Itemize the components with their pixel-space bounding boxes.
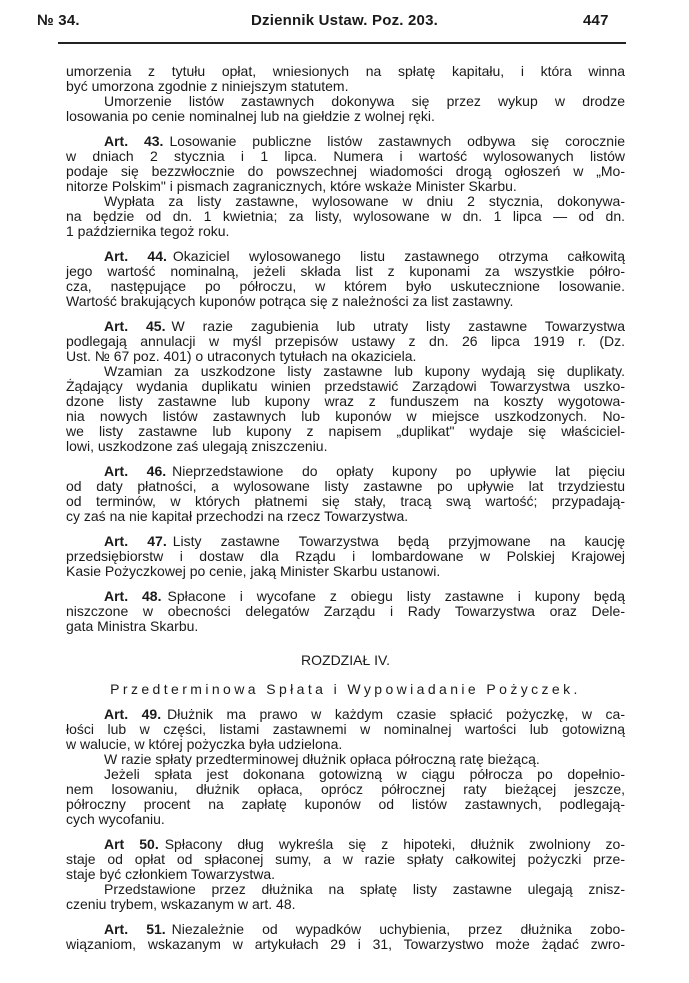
paragraph [66,94,625,124]
line-text: łości lub w części, listami zastawnemi w nominalnej wartości lub gotowizną [66,721,625,737]
article-paragraph [66,837,625,882]
line-text: cy zaś na nie kapitał przechodzi na rzecz Towarzystwa. [66,508,409,524]
text-line [66,264,625,279]
line-text: być umorzona zgodnie z niniejszym statutem. [66,78,349,94]
text-line [66,294,625,309]
line-text: podlegają annulacji w myśl przepisów ustawy z dn. 26 lipca 1919 r. (Dz. [66,333,625,349]
text-line [66,534,625,549]
line-text: dzone listy zastawne lub kupony wraz z funduszem na koszty wygotowa- [66,393,625,409]
line-text: W razie zagubienia lub utraty listy zastawne Towarzystwa [171,318,626,334]
article-paragraph [66,464,625,524]
text-line [66,194,625,209]
line-text: jego wartość nominalną, jeżeli składa list z kuponami za wszystkie półro- [66,263,625,279]
line-text: Wartość brakujących kuponów potrąca się z należności za list zastawny. [66,293,514,309]
line-text: Jeżeli spłata jest dokonana gotowizną w ciągu półrocza po dopełnio- [104,766,625,782]
line-text: Przedstawione przez dłużnika na spłatę listy zastawne ulegają znisz- [104,881,625,897]
text-line [66,149,625,164]
line-text: W razie spłaty przedterminowej dłużnik opłaca półroczną ratę bieżącą. [104,751,540,767]
line-text: Dłużnik ma prawo w każdym czasie spłacić pożyczkę, w ca- [167,706,625,722]
text-line [66,224,625,239]
text-line [66,424,625,439]
text-line [66,64,625,79]
text-line [66,439,625,454]
line-text: 1 października tegoż roku. [66,223,230,239]
text-line [66,319,625,334]
line-text: umorzenia z tytułu opłat, wniesionych na spłatę kapitału, i która winna [66,63,625,79]
line-text: Ust. № 67 poz. 401) o utraconych tytułach na okaziciela. [66,348,417,364]
text-line [66,897,625,912]
line-text: na będzie od dn. 1 kwietnia; za listy, wylosowane w dn. 1 lipca — od dn. [66,208,625,224]
line-text: nia nowych listów zastawnych lub kuponów w miejsce uszkodzonych. No- [66,408,625,424]
text-line [66,394,625,409]
article-number: Art. 45. [104,318,166,334]
text-line [66,797,625,812]
text-line [66,922,625,937]
line-text: od daty płatności, a wylosowane listy zastawne po upływie lat trzydziestu [66,478,625,494]
text-line [66,549,625,564]
text-line [66,837,625,852]
line-text: lowi, uszkodzone zaś ulegają zniszczeniu. [66,438,328,454]
line-text: gata Ministra Skarbu. [66,618,199,634]
paragraph [66,194,625,239]
article-number: Art 50. [104,836,159,852]
line-text: Listy zastawne Towarzystwa będą przyjmowane na kaucję [172,533,625,549]
text-line [66,209,625,224]
article-number: Art. 44. [104,248,167,264]
line-text: staje być członkiem Towarzystwa. [66,866,276,882]
article-number: Art. 47. [104,533,167,549]
article-number: Art. 48. [104,588,162,604]
article-number: Art. 46. [104,463,167,479]
line-text: nitorze Polskim" i pismach zagranicznych, które wskaże Minister Skarbu. [66,178,517,194]
text-line [66,364,625,379]
article-number: Art. 49. [104,706,162,722]
text-line [66,882,625,897]
article-number: Art. 51. [104,921,166,937]
paragraph [66,364,625,454]
line-text: Żądający wydania duplikatu winien przedstawić Zarządowi Towarzystwa uszko- [66,378,625,394]
issue-number: № 34. [37,12,80,29]
article-paragraph [66,589,625,634]
text-line [66,179,625,194]
line-text: Spłacone i wycofane z obiegu listy zastawne i kupony będą [167,588,625,604]
text-line [66,782,625,797]
paragraph [66,882,625,912]
article-paragraph [66,707,625,752]
line-text: Niezależnie od wypadków uchybienia, przez dłużnika zobo- [171,921,625,937]
text-line [66,812,625,827]
text-line [66,752,625,767]
line-text: we listy zastawne lub kupony z napisem „duplikat" wydaje się właściciel- [66,423,625,439]
text-line [66,867,625,882]
line-text: Nieprzedstawione do opłaty kupony po upływie lat pięciu [172,463,626,479]
text-line [66,334,625,349]
text-line [66,619,625,634]
text-line [66,79,625,94]
text-line [66,94,625,109]
line-text: przedsiębiorstw i dostaw dla Rządu i lombardowane w Polskiej Krajowej [66,548,625,564]
text-line [66,767,625,782]
line-text: Wzamian za uszkodzone listy zastawne lub kupony wydają się duplikaty. [104,363,625,379]
line-text: w walucie, w której pożyczka była udzielona. [66,736,343,752]
paragraph [66,767,625,827]
text-line [66,164,625,179]
line-text: półroczny procent na zapłatę kuponów od listów zastawnych, podlegają- [66,796,625,812]
line-text: wiązaniom, wskazanym w artykułach 29 i 31, Towarzystwo może żądać zwro- [66,936,625,952]
line-text: Losowanie publiczne listów zastawnych odbywa się corocznie [169,133,625,149]
line-text: niszczone w obecności delegatów Zarządu i Rady Towarzystwa oraz Dele- [66,603,625,619]
document-body [66,64,625,952]
text-line [66,722,625,737]
text-line [66,494,625,509]
line-text: Wypłata za listy zastawne, wylosowane w dniu 2 stycznia, dokonywa- [104,193,625,209]
text-line [66,379,625,394]
article-paragraph [66,922,625,952]
article-paragraph [66,534,625,579]
line-text: czeniu trybem, wskazanym w art. 48. [66,896,296,912]
page-number: 447 [583,12,609,29]
line-text: Umorzenie listów zastawnych dokonywa się przez wykup w drodze [104,93,625,109]
text-line [66,509,625,524]
line-text: Spłacony dług wykreśla się z hipoteki, dłużnik zwolniony zo- [164,836,625,852]
text-line [66,852,625,867]
paragraph [66,64,625,94]
text-line [66,109,625,124]
article-paragraph [66,134,625,194]
paragraph [66,752,625,767]
line-text: cych wycofaniu. [66,811,165,827]
article-paragraph [66,319,625,364]
text-line [66,737,625,752]
text-line [66,134,625,149]
text-line [66,937,625,952]
line-text: staje od opłat od spłaconej sumy, a w razie spłaty całkowitej pożyczki prze- [66,851,625,867]
text-line [66,349,625,364]
line-text: losowania po cenie nominalnej lub na giełdzie z wolnej ręki. [66,108,435,124]
text-line [66,464,625,479]
line-text: Okaziciel wylosowanego listu zastawnego otrzyma całkowitą [172,248,625,264]
line-text: nem losowaniu, dłużnik opłaca, oprócz półrocznej raty bieżącej jeszcze, [66,781,625,797]
text-line [66,249,625,264]
text-line [66,479,625,494]
line-text: od terminów, w których płatnemi się stały, tracą swą wartość; przypadają- [66,493,625,509]
line-text: podaje się bezzwłocznie do powszechnej wiadomości drogą ogłoszeń w „Mo- [66,163,625,179]
article-number: Art. 43. [104,133,164,149]
text-line [66,564,625,579]
chapter-heading: ROZDZIAŁ IV. [301,652,390,668]
line-text: Kasie Pożyczkowej po cenie, jaką Minister Skarbu ustanowi. [66,563,441,579]
text-line [66,589,625,604]
header-rule [58,42,626,44]
text-line [66,707,625,722]
text-line [66,279,625,294]
line-text: cza, następujące po półroczu, w którem było uskutecznione losowanie. [66,278,625,294]
chapter-subtitle: Przedterminowa Spłata i Wypowiadanie Pożyczek. [110,681,581,697]
text-line [66,604,625,619]
line-text: w dniach 2 stycznia i 1 lipca. Numera i wartość wylosowanych listów [66,148,625,164]
article-paragraph [66,249,625,309]
text-line [66,409,625,424]
journal-title: Dziennik Ustaw. Poz. 203. [251,12,438,29]
